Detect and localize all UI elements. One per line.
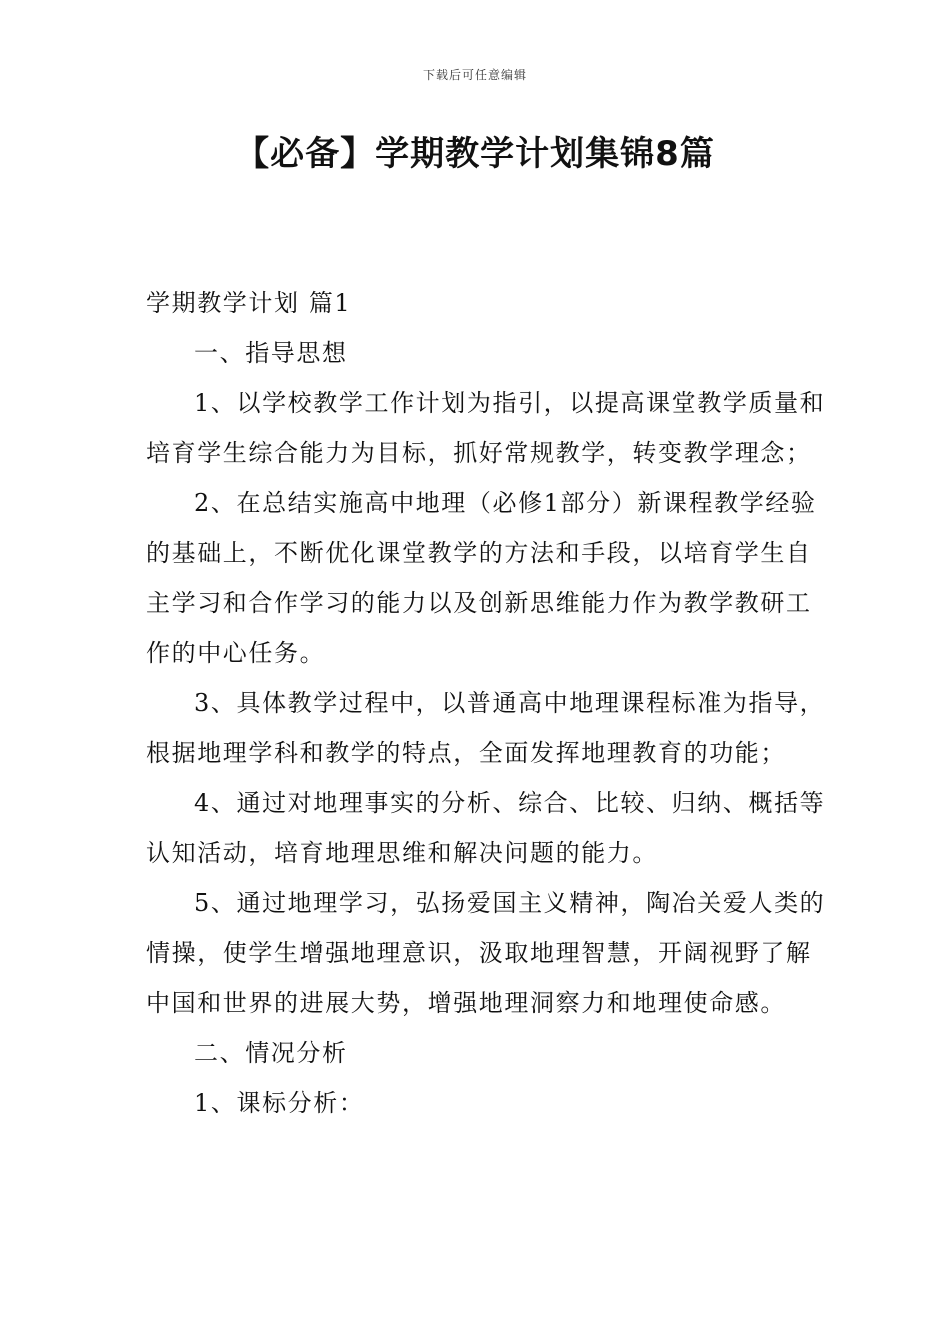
subheading-situation-analysis: 二、情况分析 xyxy=(194,1039,348,1067)
subheading-guiding-ideology: 一、指导思想 xyxy=(194,339,348,367)
document-body xyxy=(146,278,836,1128)
paragraph-item-3: 3、具体教学过程中，以普通高中地理课程标准为指导，根据地理学科和教学的特点，全面发挥地理教育的功能； xyxy=(146,689,826,767)
paragraph-item-4: 4、通过对地理事实的分析、综合、比较、归纳、概括等认知活动，培育地理思维和解决问题的能力。 xyxy=(146,789,826,867)
paragraph-item-2: 2、在总结实施高中地理（必修1部分）新课程教学经验的基础上，不断优化课堂教学的方法和手段，以培育学生自主学习和合作学习的能力以及创新思维能力作为教学教研工作的中心任务。 xyxy=(146,489,817,667)
paragraph-item-5: 5、通过地理学习，弘扬爱国主义精神，陶冶关爱人类的情操，使学生增强地理意识，汲取地理智慧，开阔视野了解中国和世界的进展大势，增强地理洞察力和地理使命感。 xyxy=(146,889,826,1017)
section-heading: 学期教学计划 篇1 xyxy=(146,289,352,317)
paragraph-item-1: 1、以学校教学工作计划为指引，以提高课堂教学质量和培育学生综合能力为目标，抓好常规教学，转变教学理念； xyxy=(146,389,826,467)
header-note: 下载后可任意编辑 xyxy=(422,68,527,82)
paragraph-curriculum-analysis: 1、课标分析： xyxy=(194,1089,365,1117)
document-title: 【必备】学期教学计划集锦8篇 xyxy=(235,134,715,174)
